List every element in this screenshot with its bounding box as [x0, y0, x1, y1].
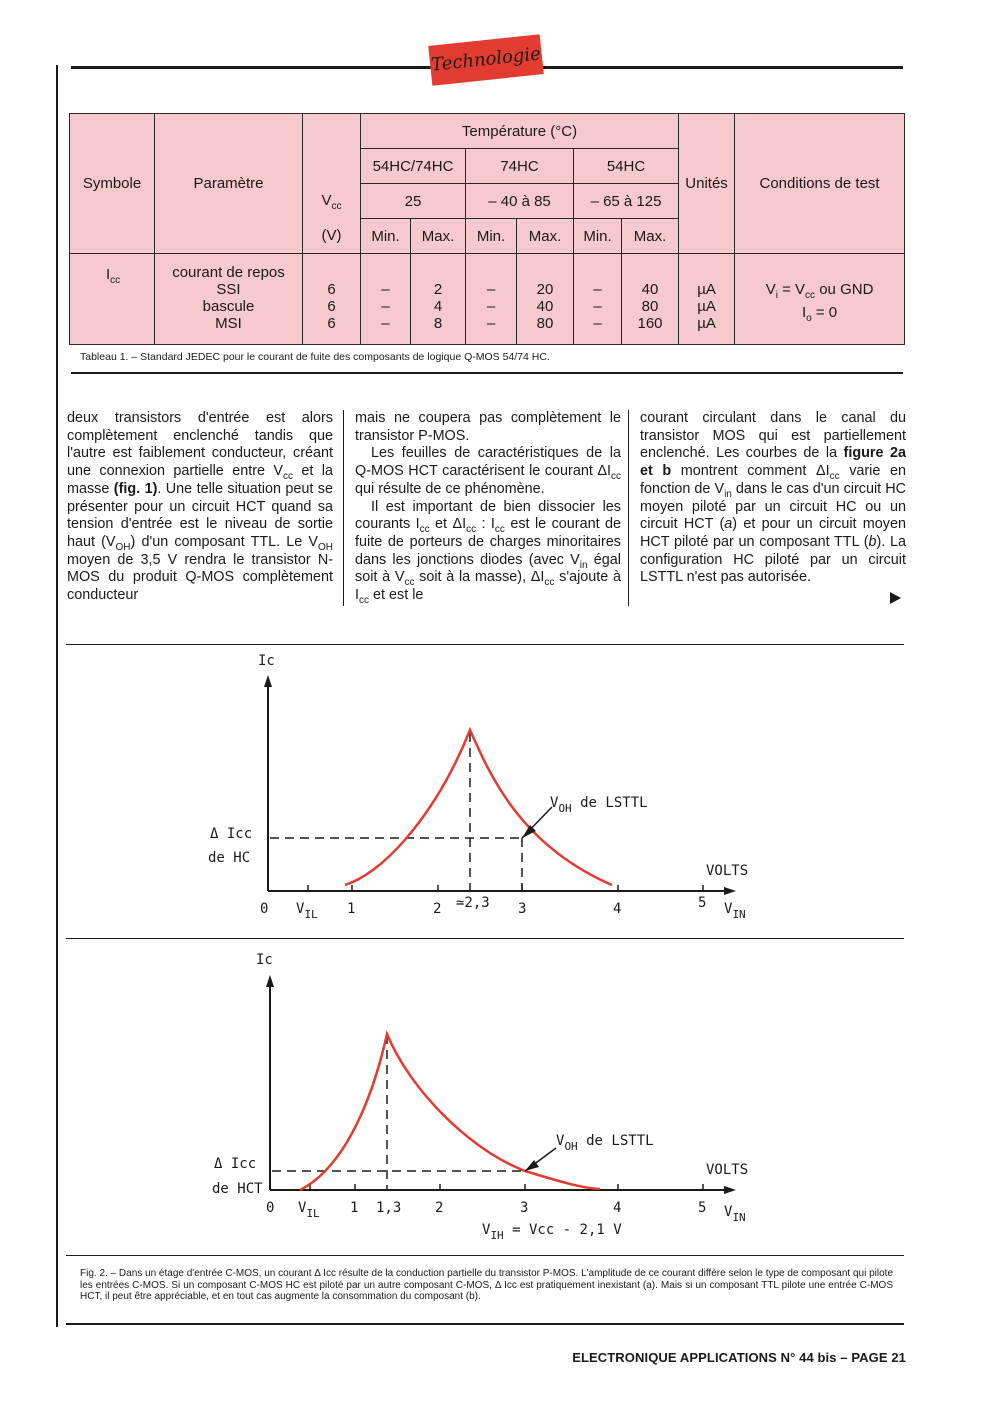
- g3-min-value: –: [593, 315, 602, 332]
- fig-b-x-arrow-icon: [724, 1186, 736, 1194]
- th-range2: – 40 à 85: [466, 184, 574, 219]
- th-unites: Unités: [679, 114, 735, 254]
- fig-a-tick-label: 0: [260, 901, 269, 917]
- fig-b-tick-label: 0: [266, 1200, 275, 1216]
- spec-table: [69, 113, 905, 345]
- cell-conditions: [735, 254, 905, 345]
- caption-bottom-rule: [66, 1323, 904, 1325]
- g1-min-value: –: [381, 315, 390, 332]
- cell-g3min: [574, 254, 622, 345]
- fig-a-tick-label: 3: [518, 901, 527, 917]
- param-row: bascule: [202, 298, 255, 315]
- fig-a-tick-label: 5: [698, 895, 707, 911]
- table-bottom-rule: [71, 372, 903, 374]
- fig-b-vih-label: $V_{IH}$ = Vcc - 2,1 V: [482, 1222, 622, 1242]
- param-head: courant de repos: [172, 264, 285, 281]
- fig-b-y-label: Ic: [256, 952, 273, 968]
- fig-a-delta-label2: de HC: [208, 850, 251, 866]
- th-max: Max.: [411, 219, 466, 254]
- column-rule: [343, 410, 344, 606]
- g2-min-value: –: [486, 281, 496, 298]
- cell-parametre: [155, 254, 303, 345]
- fig-a-y-label: Ic: [258, 653, 275, 669]
- unit-value: µA: [697, 298, 716, 315]
- g1-min-value: –: [381, 298, 390, 315]
- condition-line: $I_o = 0$: [801, 304, 838, 324]
- g1-min-value: –: [381, 281, 390, 298]
- table-caption: Tableau 1. – Standard JEDEC pour le courant de fuite des composants de logique Q-MOS 54/74 HC.: [80, 351, 550, 363]
- g3-min-value: –: [593, 298, 602, 315]
- th-range1: 25: [361, 184, 466, 219]
- caption-top-rule: [66, 1255, 904, 1256]
- th-symbole: Symbole: [70, 114, 155, 254]
- fig-b-voh-label: $V_{OH}$ de LSTTL: [556, 1133, 654, 1153]
- section-tag: Technologie: [428, 34, 544, 85]
- fig-b-tick-label: 1,3: [376, 1200, 402, 1216]
- fig-a-delta-label: Δ Icc: [210, 826, 253, 842]
- fig-b-tick-label: 4: [613, 1200, 622, 1216]
- fig-a-voh-label: $V_{OH}$ de LSTTL: [550, 795, 648, 815]
- unit-value: µA: [697, 315, 716, 332]
- th-group1: 54HC/74HC: [361, 149, 466, 184]
- figure-2a: [0, 645, 992, 938]
- fig-b-y-arrow-icon: [266, 975, 274, 987]
- g3-max-value: 40: [641, 281, 659, 298]
- condition-line: $V_i = V_{cc}$ ou GND: [765, 281, 874, 301]
- fig-a-tick-label: 1: [347, 901, 356, 917]
- fig-b-tick-label: 1: [350, 1200, 359, 1216]
- g1-max-value: 4: [433, 298, 443, 315]
- g2-min-value: –: [486, 315, 496, 332]
- cell-unit: [679, 254, 735, 345]
- g2-max-value: 40: [536, 298, 554, 315]
- th-group3: 54HC: [574, 149, 679, 184]
- fig-a-tick-label: 4: [613, 901, 622, 917]
- g1-max-value: 8: [433, 315, 443, 332]
- fig-a-y-arrow-icon: [264, 675, 272, 687]
- unit-value: µA: [697, 281, 716, 298]
- param-row: MSI: [215, 315, 242, 332]
- param-row: SSI: [216, 281, 241, 298]
- th-min: Min.: [466, 219, 517, 254]
- column-rule: [628, 410, 629, 606]
- page-footer: ELECTRONIQUE APPLICATIONS N° 44 bis – PAGE 21: [572, 1350, 906, 1365]
- g3-max-value: 80: [641, 298, 659, 315]
- vcc-value: 6: [327, 281, 336, 298]
- g2-min-value: –: [486, 298, 496, 315]
- th-min: Min.: [574, 219, 622, 254]
- figure-2b: [0, 940, 992, 1245]
- text-column-1: deux transistors d'entrée est alors complètement enclenché tandis que l'autre est faiblement conducteur, créant une connexion partielle entre $V_{cc}$ et la masse (fig. 1). Une telle situation peut se présenter pour un circuit HCT quand sa tension d'entrée est le niveau de sortie haut $(V_{OH})$ d'un composant TTL. Le $V_{OH}$ moyen de 3,5 V rendra le transistor N-MOS du produit Q-MOS complètement conducteur: [67, 410, 333, 604]
- th-parametre: Paramètre: [155, 114, 303, 254]
- th-min: Min.: [361, 219, 411, 254]
- fig-a-volts: VOLTS: [706, 863, 749, 879]
- cell-g1min: [361, 254, 411, 345]
- figure-separator-rule: [66, 938, 904, 939]
- continue-arrow-icon: [890, 592, 901, 604]
- fig-a-x-arrow-icon: [724, 887, 736, 895]
- fig-b-vin-label: $V_{IN}$: [724, 1204, 746, 1224]
- fig-a-vin-label: $V_{IN}$: [724, 901, 746, 921]
- cell-vcc: [303, 254, 361, 345]
- th-range3: – 65 à 125: [574, 184, 679, 219]
- fig-b-curve: [300, 1034, 600, 1190]
- fig-b-volts: VOLTS: [706, 1162, 749, 1178]
- fig-b-delta-label: Δ Icc: [214, 1156, 257, 1172]
- cell-g2min: [466, 254, 517, 345]
- fig-a-tick-label: 2: [433, 901, 442, 917]
- fig-a-tick-label: ≃2,3: [456, 895, 490, 911]
- fig-b-delta-label2: de HCT: [212, 1181, 263, 1197]
- fig-b-tick-label: 5: [698, 1200, 707, 1216]
- cell-symbol: $I_{cc}$: [70, 254, 155, 345]
- figure-caption: Fig. 2. – Dans un étage d'entrée C-MOS, un courant Δ Icc résulte de la conduction partielle du transistor P-MOS. L'amplitude de ce courant diffère selon le type de composant qui pilote les entrées C-MOS. Si un composant C-MOS HC est piloté par un autre composant C-MOS, Δ Icc est pratiquement inexistant (a). Mais si un composant TTL pilote une entrée C-MOS HCT, il peut être appréciable, et en tout cas augmente la consommation du composant (b).: [80, 1268, 893, 1302]
- fig-a-pointer-arrow-icon: [522, 825, 536, 838]
- cell-g2max: [517, 254, 574, 345]
- fig-b-tick-label: 3: [520, 1200, 529, 1216]
- text-column-3: courant circulant dans le canal du transistor MOS qui est partiellement enclenché. Les courbes de la figure 2a et b montrent comment $\Delta I_{cc}$ varie en fonction de $V_{in}$ dans le cas d'un circuit HC moyen piloté par un circuit HC ou un circuit HCT (a) et pour un circuit moyen HCT piloté par un composant TTL (b). La configuration HC piloté par un circuit LSTTL n'est pas autorisée.: [640, 410, 906, 586]
- th-group2: 74HC: [466, 149, 574, 184]
- g1-max-value: 2: [433, 281, 443, 298]
- fig-a-tick-label: $V_{IL}$: [296, 901, 318, 921]
- cell-g1max: [411, 254, 466, 345]
- g3-max-value: 160: [637, 315, 663, 332]
- th-conditions: Conditions de test: [735, 114, 905, 254]
- th-vcc-unit: (V): [303, 219, 361, 254]
- cell-g3max: [622, 254, 679, 345]
- vcc-value: 6: [327, 315, 336, 332]
- fig-b-tick-label: 2: [435, 1200, 444, 1216]
- g2-max-value: 80: [536, 315, 554, 332]
- th-vcc: $V_{cc}$: [303, 114, 361, 219]
- th-temperature: Température (°C): [361, 114, 679, 149]
- fig-b-tick-label: $V_{IL}$: [298, 1200, 320, 1220]
- g3-min-value: –: [593, 281, 602, 298]
- vcc-value: 6: [327, 298, 336, 315]
- th-max: Max.: [622, 219, 679, 254]
- text-column-2: mais ne coupera pas complètement le transistor P-MOS. Les feuilles de caractéristiques de la Q-MOS HCT caractérisent le courant $\Delta I_{cc}$ qui résulte de ce phénomène. Il est important de bien dissocier les courants $I_{cc}$ et $\Delta I_{cc}$ : $I_{cc}$ est le courant de fuite de porteurs de charges minoritaires dans les jonctions diodes (avec $V_{in}$ égal soit à $V_{cc}$ soit à la masse), $\Delta I_{cc}$ s'ajoute à $I_{cc}$ et est le: [355, 410, 621, 606]
- g2-max-value: 20: [536, 281, 554, 298]
- th-max: Max.: [517, 219, 574, 254]
